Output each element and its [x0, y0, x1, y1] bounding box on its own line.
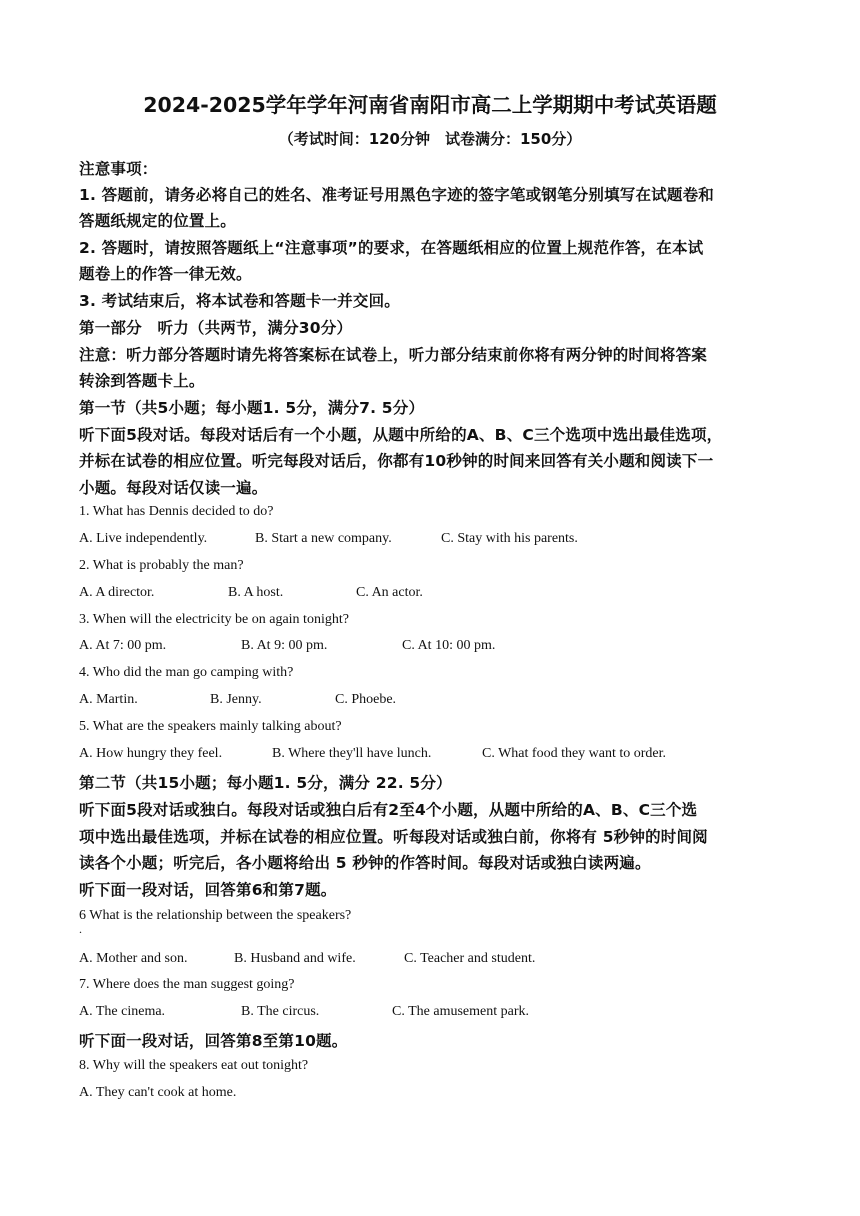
question-6-dot: .: [79, 922, 82, 936]
option-c: C. An actor.: [356, 585, 423, 600]
option-a: A. Mother and son.: [79, 951, 188, 966]
section2-instructions-line-3: 读各个小题；听完后，各小题将给出 5 秒钟的作答时间。每段对话或独白读两遍。: [79, 854, 651, 872]
option-b: B. Where they'll have lunch.: [272, 746, 432, 761]
section2-instructions-line-1: 听下面5段对话或独白。每段对话或独白后有2至4个小题，从题中所给的A、B、C三个选: [79, 801, 698, 819]
option-a: A. Martin.: [79, 692, 138, 707]
option-b: B. The circus.: [241, 1004, 320, 1019]
page-title: 2024-2025学年学年河南省南阳市高二上学期期中考试英语题: [143, 93, 717, 117]
option-b: B. A host.: [228, 585, 284, 600]
option-b: B. At 9: 00 pm.: [241, 638, 328, 653]
question-4: 4. Who did the man go camping with?: [79, 665, 294, 680]
option-c: C. The amusement park.: [392, 1004, 529, 1019]
question-3: 3. When will the electricity be on again tonight?: [79, 612, 349, 627]
option-a: A. At 7: 00 pm.: [79, 638, 167, 653]
notice-item-1-line-1: 1. 答题前，请务必将自己的姓名、准考证号用黑色字迹的签字笔或钢笔分别填写在试题卷和: [79, 186, 714, 204]
notice-item-3: 3. 考试结束后，将本试卷和答题卡一并交回。: [79, 292, 400, 310]
option-a: A. The cinema.: [79, 1004, 166, 1019]
option-b: B. Husband and wife.: [234, 951, 356, 966]
option-c: C. What food they want to order.: [482, 746, 667, 761]
option-c: C. Stay with his parents.: [441, 531, 578, 546]
question-6-options: [79, 951, 535, 967]
option-b: B. Jenny.: [210, 692, 262, 707]
question-8: 8. Why will the speakers eat out tonight?: [79, 1058, 309, 1073]
section1-instructions-line-2: 并标在试卷的相应位置。听完每段对话后，你都有10秒钟的时间来回答有关小题和阅读下一: [79, 452, 714, 470]
question-5: 5. What are the speakers mainly talking about?: [79, 719, 342, 734]
question-7: 7. Where does the man suggest going?: [79, 977, 295, 992]
question-6: 6 What is the relationship between the speakers?: [79, 908, 352, 923]
notice-item-1-line-2: 答题纸规定的位置上。: [79, 212, 237, 230]
option-c: C. At 10: 00 pm.: [402, 638, 496, 653]
question-1-options: [79, 531, 578, 547]
section2-heading: 第二节（共15小题；每小题1. 5分，满分 22. 5分）: [79, 774, 452, 792]
part1-note-line-1: 注意：听力部分答题时请先将答案标在试卷上，听力部分结束前你将有两分钟的时间将答案: [79, 346, 708, 364]
notice-item-2-line-2: 题卷上的作答一律无效。: [79, 265, 252, 283]
question-7-options: [79, 1004, 529, 1020]
dialog-intro-6-7: 听下面一段对话，回答第6和第7题。: [79, 881, 337, 899]
notice-item-2-line-1: 2. 答题时，请按照答题纸上“注意事项”的要求，在答题纸相应的位置上规范作答，在本试: [79, 239, 704, 257]
section1-instructions-line-1: 听下面5段对话。每段对话后有一个小题，从题中所给的A、B、C三个选项中选出最佳选项，: [79, 426, 723, 444]
dialog-intro-8-10: 听下面一段对话，回答第8至第10题。: [79, 1032, 348, 1050]
option-a: A. How hungry they feel.: [79, 746, 223, 761]
option-a: A. A director.: [79, 585, 155, 600]
question-2: 2. What is probably the man?: [79, 558, 244, 573]
option-a: A. Live independently.: [79, 531, 208, 546]
section2-instructions-line-2: 项中选出最佳选项，并标在试卷的相应位置。听每段对话或独白前，你将有 5秒钟的时间阅: [79, 828, 708, 846]
option-c: C. Phoebe.: [335, 692, 397, 707]
part1-heading: 第一部分 听力（共两节，满分30分）: [79, 319, 353, 337]
option-c: C. Teacher and student.: [404, 951, 536, 966]
question-5-options: [79, 746, 666, 762]
exam-info: （考试时间：120分钟 试卷满分：150分）: [278, 130, 582, 148]
question-3-options: [79, 638, 495, 654]
option-b: B. Start a new company.: [255, 531, 392, 546]
question-2-options: [79, 585, 423, 601]
notice-heading: 注意事项：: [79, 160, 158, 178]
option-a: A. They can't cook at home.: [79, 1085, 237, 1100]
section1-heading: 第一节（共5小题；每小题1. 5分，满分7. 5分）: [79, 399, 425, 417]
question-4-options: [79, 692, 396, 708]
part1-note-line-2: 转涂到答题卡上。: [79, 372, 205, 390]
question-1: 1. What has Dennis decided to do?: [79, 504, 274, 519]
section1-instructions-line-3: 小题。每段对话仅读一遍。: [79, 479, 268, 497]
